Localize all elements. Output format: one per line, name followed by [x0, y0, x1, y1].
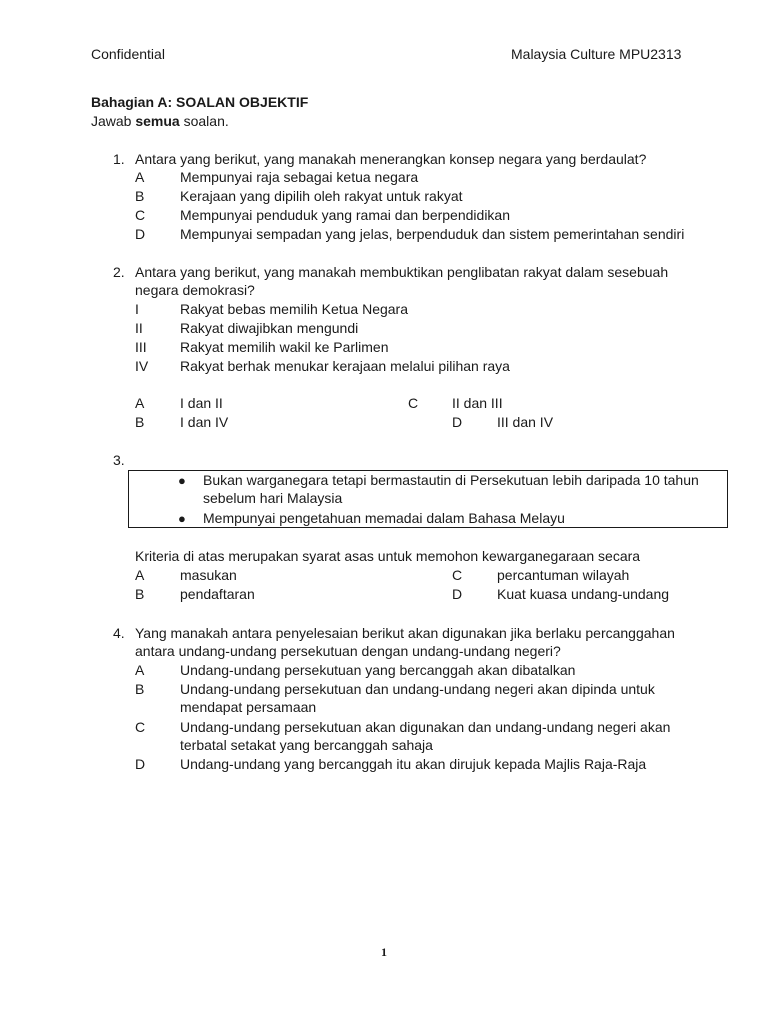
- q2-statement-text: Rakyat diwajibkan mengundi: [180, 320, 359, 336]
- criteria-line: Mempunyai pengetahuan memadai dalam Bahasa Melayu: [203, 510, 565, 526]
- q1-option-text: Mempunyai penduduk yang ramai dan berpendidikan: [180, 207, 510, 223]
- q2-option-label: B: [135, 414, 145, 430]
- criteria-box: [128, 470, 728, 528]
- header-right: Malaysia Culture MPU2313: [511, 46, 682, 62]
- q2-stem-line2: negara demokrasi?: [135, 282, 255, 298]
- q2-statement-label: I: [135, 301, 139, 317]
- q3-option-label: D: [452, 586, 463, 602]
- q4-option-label: B: [135, 681, 145, 697]
- instruction-bold: semua: [135, 113, 180, 129]
- q4-number: 4.: [113, 625, 125, 641]
- q3-option-label: B: [135, 586, 145, 602]
- q2-stem-line1: Antara yang berikut, yang manakah membuktikan penglibatan rakyat dalam sesebuah: [135, 264, 669, 280]
- bullet-icon: ●: [178, 511, 186, 526]
- criteria-line: Bukan warganegara tetapi bermastautin di Persekutuan lebih daripada 10 tahun: [203, 472, 699, 488]
- q1-option-label: D: [135, 226, 146, 242]
- q1-number: 1.: [113, 151, 125, 167]
- q4-option-label: D: [135, 756, 146, 772]
- q2-option-label: D: [452, 414, 463, 430]
- q1-option-text: Kerajaan yang dipilih oleh rakyat untuk rakyat: [180, 188, 463, 204]
- q3-option-text: pendaftaran: [180, 586, 255, 602]
- q4-option-text: Undang-undang persekutuan yang bercanggah akan dibatalkan: [180, 662, 576, 678]
- q4-stem-line2: antara undang-undang persekutuan dengan undang-undang negeri?: [135, 643, 561, 659]
- section-title: Bahagian A: SOALAN OBJEKTIF: [91, 94, 309, 110]
- q3-number: 3.: [113, 452, 125, 468]
- q3-option-text: masukan: [180, 567, 237, 583]
- q3-stem: Kriteria di atas merupakan syarat asas untuk memohon kewarganegaraan secara: [135, 548, 641, 564]
- q4-option-text: Undang-undang yang bercanggah itu akan dirujuk kepada Majlis Raja-Raja: [180, 756, 647, 772]
- q1-option-label: C: [135, 207, 146, 223]
- instruction-pre: Jawab: [91, 113, 136, 129]
- header-left: Confidential: [91, 46, 165, 62]
- q4-option-label: C: [135, 719, 146, 735]
- q1-option-text: Mempunyai sempadan yang jelas, berpenduduk dan sistem pemerintahan sendiri: [180, 226, 685, 242]
- q4-option-text: Undang-undang persekutuan akan digunakan dan undang-undang negeri akan: [180, 719, 671, 735]
- q2-option-text: III dan IV: [497, 414, 554, 430]
- criteria-line: sebelum hari Malaysia: [203, 490, 343, 506]
- q4-option-text: Undang-undang persekutuan dan undang-undang negeri akan dipinda untuk: [180, 681, 655, 697]
- page-number: 1: [381, 945, 387, 959]
- q2-option-text: II dan III: [452, 395, 503, 411]
- q4-option-text-cont: terbatal setakat yang bercanggah sahaja: [180, 737, 433, 753]
- q3-option-text: Kuat kuasa undang-undang: [497, 586, 670, 602]
- q2-statement-label: IV: [135, 358, 149, 374]
- q1-stem: Antara yang berikut, yang manakah menerangkan konsep negara yang berdaulat?: [135, 151, 647, 167]
- q2-number: 2.: [113, 264, 125, 280]
- q2-option-label: C: [408, 395, 419, 411]
- q3-option-text: percantuman wilayah: [497, 567, 630, 583]
- q2-option-text: I dan II: [180, 395, 223, 411]
- q2-statement-label: II: [135, 320, 143, 336]
- q2-statement-label: III: [135, 339, 147, 355]
- q3-option-label: A: [135, 567, 145, 583]
- q1-option-text: Mempunyai raja sebagai ketua negara: [180, 169, 419, 185]
- q4-stem-line1: Yang manakah antara penyelesaian berikut akan digunakan jika berlaku percanggahan: [135, 625, 675, 641]
- q2-option-text: I dan IV: [180, 414, 229, 430]
- q2-statement-text: Rakyat memilih wakil ke Parlimen: [180, 339, 389, 355]
- q2-statement-text: Rakyat bebas memilih Ketua Negara: [180, 301, 409, 317]
- q2-option-label: A: [135, 395, 145, 411]
- bullet-icon: ●: [178, 473, 186, 488]
- q1-option-label: B: [135, 188, 145, 204]
- instruction: [91, 112, 229, 131]
- q3-option-label: C: [452, 567, 463, 583]
- instruction-post: soalan.: [179, 113, 229, 129]
- q4-option-label: A: [135, 662, 145, 678]
- q1-option-label: A: [135, 169, 145, 185]
- q2-statement-text: Rakyat berhak menukar kerajaan melalui pilihan raya: [180, 358, 510, 374]
- q4-option-text-cont: mendapat persamaan: [180, 699, 317, 715]
